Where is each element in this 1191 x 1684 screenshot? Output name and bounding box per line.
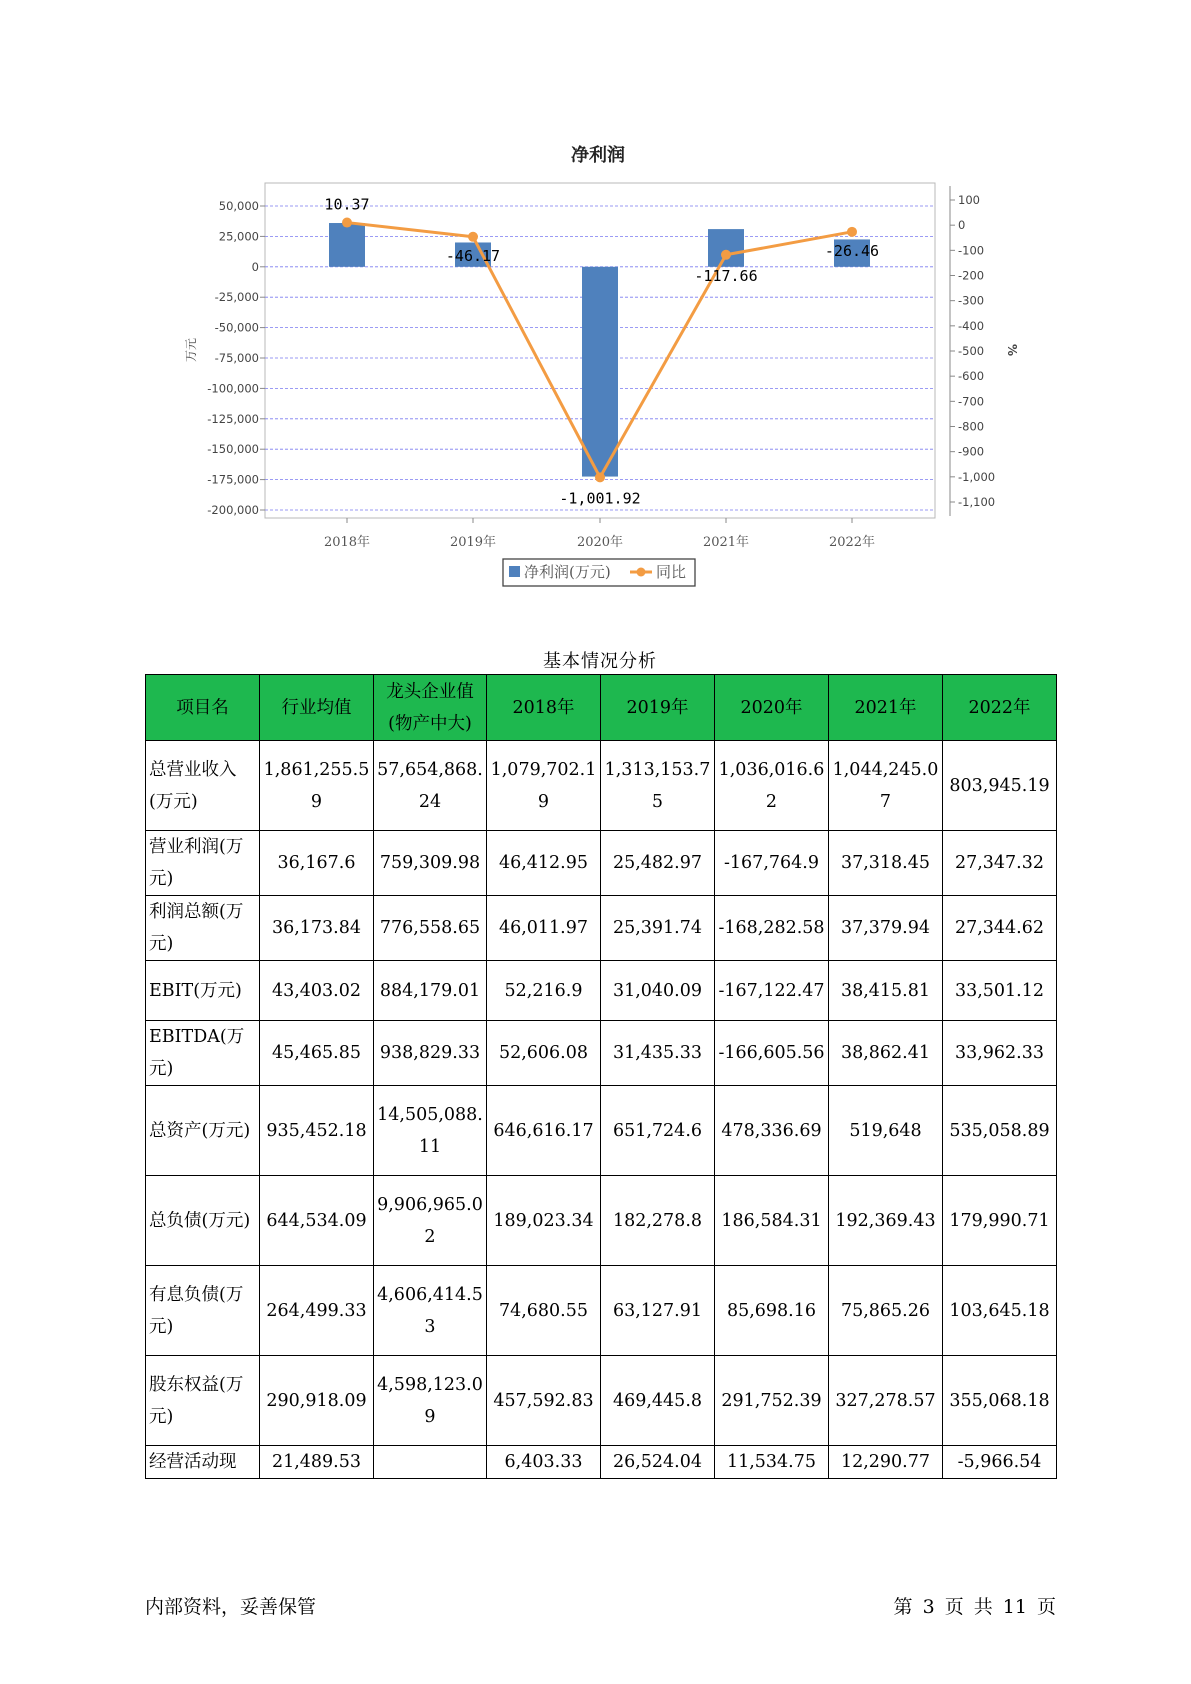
table-cell: 1,079,702.19 bbox=[487, 741, 601, 831]
table-cell: 43,403.02 bbox=[260, 961, 374, 1021]
table-cell: 63,127.91 bbox=[601, 1266, 715, 1356]
yoy-point bbox=[595, 472, 605, 482]
y2-tick-label: -400 bbox=[958, 318, 985, 333]
table-cell: 189,023.34 bbox=[487, 1176, 601, 1266]
table-cell: 776,558.65 bbox=[374, 896, 487, 961]
y2-tick-label: -100 bbox=[958, 243, 985, 258]
table-cell: 26,524.04 bbox=[601, 1446, 715, 1479]
table-cell: 290,918.09 bbox=[260, 1356, 374, 1446]
table-cell: 469,445.8 bbox=[601, 1356, 715, 1446]
table-header-cell: 2019年 bbox=[601, 675, 715, 741]
net-profit-chart bbox=[0, 0, 1191, 600]
table-cell: 12,290.77 bbox=[829, 1446, 943, 1479]
y2-tick-label: 100 bbox=[958, 193, 980, 207]
legend-line-label: 同比 bbox=[656, 563, 687, 581]
table-cell: 74,680.55 bbox=[487, 1266, 601, 1356]
y-tick-label: -150,000 bbox=[207, 442, 259, 457]
y-tick-label: -25,000 bbox=[214, 290, 259, 305]
yoy-data-label: -117.66 bbox=[694, 266, 758, 285]
yoy-data-label: 10.37 bbox=[324, 195, 370, 214]
row-label: 总营业收入(万元) bbox=[146, 741, 260, 831]
table-cell: 4,606,414.53 bbox=[374, 1266, 487, 1356]
table-cell: 75,865.26 bbox=[829, 1266, 943, 1356]
table-header-cell: 2022年 bbox=[943, 675, 1057, 741]
x-tick-label: 2019年 bbox=[449, 535, 497, 550]
table-cell: 103,645.18 bbox=[943, 1266, 1057, 1356]
y-tick-label: 0 bbox=[251, 259, 259, 274]
table-row bbox=[146, 1176, 1057, 1266]
yoy-point bbox=[342, 218, 352, 228]
legend-bar-swatch bbox=[509, 566, 520, 577]
y-tick-label: -175,000 bbox=[207, 472, 259, 487]
y2-tick-label: -700 bbox=[958, 394, 985, 409]
table-cell: 192,369.43 bbox=[829, 1176, 943, 1266]
footer-confidential: 内部资料，妥善保管 bbox=[145, 1596, 317, 1618]
table-cell: 884,179.01 bbox=[374, 961, 487, 1021]
x-tick-label: 2018年 bbox=[323, 535, 371, 550]
table-cell: 36,167.6 bbox=[260, 831, 374, 896]
yoy-point bbox=[721, 250, 731, 260]
row-label: 经营活动现 bbox=[146, 1446, 260, 1479]
table-cell: 478,336.69 bbox=[715, 1086, 829, 1176]
table-cell: 6,403.33 bbox=[487, 1446, 601, 1479]
table-body bbox=[146, 741, 1057, 1479]
table-cell: 57,654,868.24 bbox=[374, 741, 487, 831]
table-cell: 52,216.9 bbox=[487, 961, 601, 1021]
x-tick-label: 2021年 bbox=[702, 535, 750, 550]
table-cell: 264,499.33 bbox=[260, 1266, 374, 1356]
table-cell: 644,534.09 bbox=[260, 1176, 374, 1266]
table-header-cell: 2021年 bbox=[829, 675, 943, 741]
table-cell: 38,415.81 bbox=[829, 961, 943, 1021]
chart-title: 净利润 bbox=[571, 145, 625, 166]
profit-bar bbox=[582, 267, 618, 477]
table-cell: 38,862.41 bbox=[829, 1021, 943, 1086]
table-cell: 46,011.97 bbox=[487, 896, 601, 961]
table-cell: 1,036,016.62 bbox=[715, 741, 829, 831]
table-cell: 1,861,255.59 bbox=[260, 741, 374, 831]
table-cell: 291,752.39 bbox=[715, 1356, 829, 1446]
table-cell: 4,598,123.09 bbox=[374, 1356, 487, 1446]
x-tick-label: 2022年 bbox=[828, 535, 876, 550]
row-label: 有息负债(万元) bbox=[146, 1266, 260, 1356]
yoy-point bbox=[847, 227, 857, 237]
legend-bar-label: 净利润(万元) bbox=[524, 563, 611, 581]
table-header-cell: 2018年 bbox=[487, 675, 601, 741]
table-cell: 519,648 bbox=[829, 1086, 943, 1176]
table-cell: 535,058.89 bbox=[943, 1086, 1057, 1176]
table-cell: 1,044,245.07 bbox=[829, 741, 943, 831]
table-cell: 9,906,965.02 bbox=[374, 1176, 487, 1266]
table-header-row bbox=[146, 675, 1057, 741]
table-header-cell: 行业均值 bbox=[260, 675, 374, 741]
profit-bar bbox=[329, 223, 365, 267]
y-axis-label: 万元 bbox=[184, 337, 198, 363]
table-title: 基本情况分析 bbox=[543, 651, 657, 672]
chart-svg bbox=[0, 0, 1191, 600]
row-label: 总资产(万元) bbox=[146, 1086, 260, 1176]
table-cell: 355,068.18 bbox=[943, 1356, 1057, 1446]
row-label: 总负债(万元) bbox=[146, 1176, 260, 1266]
table-cell: 935,452.18 bbox=[260, 1086, 374, 1176]
y2-tick-label: -900 bbox=[958, 444, 985, 459]
table-row bbox=[146, 1086, 1057, 1176]
table-cell: -167,122.47 bbox=[715, 961, 829, 1021]
table-cell: 186,584.31 bbox=[715, 1176, 829, 1266]
y2-tick-label: -200 bbox=[958, 268, 985, 283]
table-cell: -167,764.9 bbox=[715, 831, 829, 896]
table-row bbox=[146, 896, 1057, 961]
y2-tick-label: 0 bbox=[958, 218, 966, 233]
table-cell: 27,347.32 bbox=[943, 831, 1057, 896]
y-tick-label: -100,000 bbox=[207, 381, 259, 396]
table-header-cell: 2020年 bbox=[715, 675, 829, 741]
y-tick-label: -125,000 bbox=[207, 411, 259, 426]
table-cell: 27,344.62 bbox=[943, 896, 1057, 961]
y-tick-label: -200,000 bbox=[207, 503, 259, 517]
table-cell: 25,391.74 bbox=[601, 896, 715, 961]
footer-page-number: 第 3 页 共 11 页 bbox=[893, 1596, 1056, 1618]
y2-tick-label: -1,100 bbox=[958, 495, 996, 509]
table-cell: 31,040.09 bbox=[601, 961, 715, 1021]
table-header-cell: 项目名 bbox=[146, 675, 260, 741]
table-cell: 37,379.94 bbox=[829, 896, 943, 961]
yoy-data-label: -46.17 bbox=[445, 246, 501, 265]
table-cell: 11,534.75 bbox=[715, 1446, 829, 1479]
table-cell: 179,990.71 bbox=[943, 1176, 1057, 1266]
y2-tick-label: -500 bbox=[958, 344, 985, 358]
y2-tick-label: -300 bbox=[958, 293, 985, 308]
table-cell: 85,698.16 bbox=[715, 1266, 829, 1356]
table-cell: 182,278.8 bbox=[601, 1176, 715, 1266]
table-cell: 36,173.84 bbox=[260, 896, 374, 961]
y-tick-label: -75,000 bbox=[214, 351, 259, 365]
x-tick-label: 2020年 bbox=[576, 535, 624, 550]
table-row bbox=[146, 961, 1057, 1021]
yoy-data-label: -1,001.92 bbox=[559, 489, 641, 508]
table-cell: 1,313,153.75 bbox=[601, 741, 715, 831]
table-cell: 37,318.45 bbox=[829, 831, 943, 896]
y-tick-label: 50,000 bbox=[218, 199, 259, 213]
yoy-data-label: -26.46 bbox=[824, 241, 880, 260]
table-row bbox=[146, 741, 1057, 831]
row-label: EBITDA(万元) bbox=[146, 1021, 260, 1086]
table-cell: 327,278.57 bbox=[829, 1356, 943, 1446]
y-tick-label: 25,000 bbox=[218, 229, 259, 244]
y2-tick-label: -1,000 bbox=[958, 469, 996, 484]
table-row bbox=[146, 1356, 1057, 1446]
table-row bbox=[146, 1021, 1057, 1086]
table-cell bbox=[374, 1446, 487, 1479]
table-cell: -166,605.56 bbox=[715, 1021, 829, 1086]
row-label: 营业利润(万元) bbox=[146, 831, 260, 896]
row-label: 利润总额(万元) bbox=[146, 896, 260, 961]
table-cell: 52,606.08 bbox=[487, 1021, 601, 1086]
table-row bbox=[146, 1266, 1057, 1356]
table-cell: 33,501.12 bbox=[943, 961, 1057, 1021]
table-cell: 14,505,088.11 bbox=[374, 1086, 487, 1176]
table-cell: 31,435.33 bbox=[601, 1021, 715, 1086]
table-cell: 938,829.33 bbox=[374, 1021, 487, 1086]
y2-tick-label: -600 bbox=[958, 369, 985, 384]
table-cell: 21,489.53 bbox=[260, 1446, 374, 1479]
table-cell: -168,282.58 bbox=[715, 896, 829, 961]
yoy-point bbox=[468, 232, 478, 242]
row-label: EBIT(万元) bbox=[146, 961, 260, 1021]
table-row bbox=[146, 1446, 1057, 1479]
y2-axis-label: % bbox=[1005, 343, 1019, 357]
y-tick-label: -50,000 bbox=[214, 320, 259, 335]
table-cell: 651,724.6 bbox=[601, 1086, 715, 1176]
table-cell: 25,482.97 bbox=[601, 831, 715, 896]
table-cell: 803,945.19 bbox=[943, 741, 1057, 831]
table-cell: 33,962.33 bbox=[943, 1021, 1057, 1086]
table-cell: 457,592.83 bbox=[487, 1356, 601, 1446]
table-cell: -5,966.54 bbox=[943, 1446, 1057, 1479]
table-cell: 759,309.98 bbox=[374, 831, 487, 896]
y2-tick-label: -800 bbox=[958, 419, 985, 434]
table-cell: 45,465.85 bbox=[260, 1021, 374, 1086]
table-cell: 46,412.95 bbox=[487, 831, 601, 896]
table-cell: 646,616.17 bbox=[487, 1086, 601, 1176]
legend-line-marker bbox=[637, 568, 646, 577]
profit-bar bbox=[708, 229, 744, 267]
table-header-cell: 龙头企业值(物产中大) bbox=[374, 675, 487, 741]
row-label: 股东权益(万元) bbox=[146, 1356, 260, 1446]
table-row bbox=[146, 831, 1057, 896]
analysis-table bbox=[145, 674, 1057, 1479]
